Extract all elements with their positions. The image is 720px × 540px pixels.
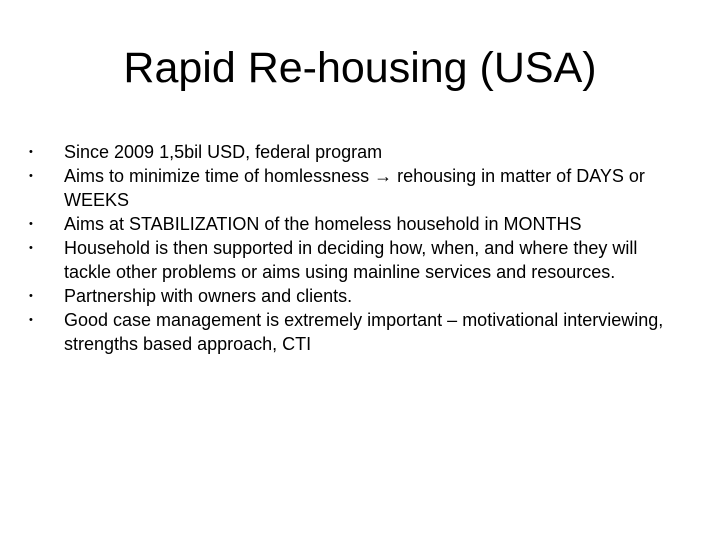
bullet-text-part-2: rehousing in matter of DAYS or WEEKS bbox=[64, 166, 645, 210]
bullet-item-funding bbox=[24, 140, 684, 164]
bullet-text: Since 2009 1,5bil USD, federal program bbox=[64, 142, 383, 162]
bullet-text: Good case management is extremely important – motivational interviewing, strengths based approach, CTI bbox=[64, 310, 664, 354]
bullet-text: Partnership with owners and clients. bbox=[64, 286, 353, 306]
bullet-icon: • bbox=[29, 170, 33, 182]
bullet-text: Household is then supported in deciding how, when, and where they will tackle other problems or aims using mainline services and resources. bbox=[64, 238, 638, 282]
bullet-text-part-1: Aims to minimize time of homlessness bbox=[64, 166, 375, 186]
slide-title: Rapid Re-housing (USA) bbox=[123, 44, 597, 92]
bullet-icon: • bbox=[29, 290, 33, 302]
bullet-item-case-management bbox=[24, 308, 684, 356]
arrow-right-icon: → bbox=[374, 166, 393, 186]
bullet-icon: • bbox=[29, 218, 33, 230]
bullet-icon: • bbox=[29, 242, 33, 254]
bullet-item-support bbox=[24, 236, 684, 284]
bullet-icon: • bbox=[29, 146, 33, 158]
bullet-icon: • bbox=[29, 314, 33, 326]
bullet-text: Aims at STABILIZATION of the homeless household in MONTHS bbox=[64, 214, 582, 234]
bullet-item-partnership bbox=[24, 284, 684, 308]
bullet-list bbox=[24, 140, 684, 356]
bullet-item-stabilization bbox=[24, 212, 684, 236]
bullet-item-aims-time bbox=[24, 164, 684, 212]
